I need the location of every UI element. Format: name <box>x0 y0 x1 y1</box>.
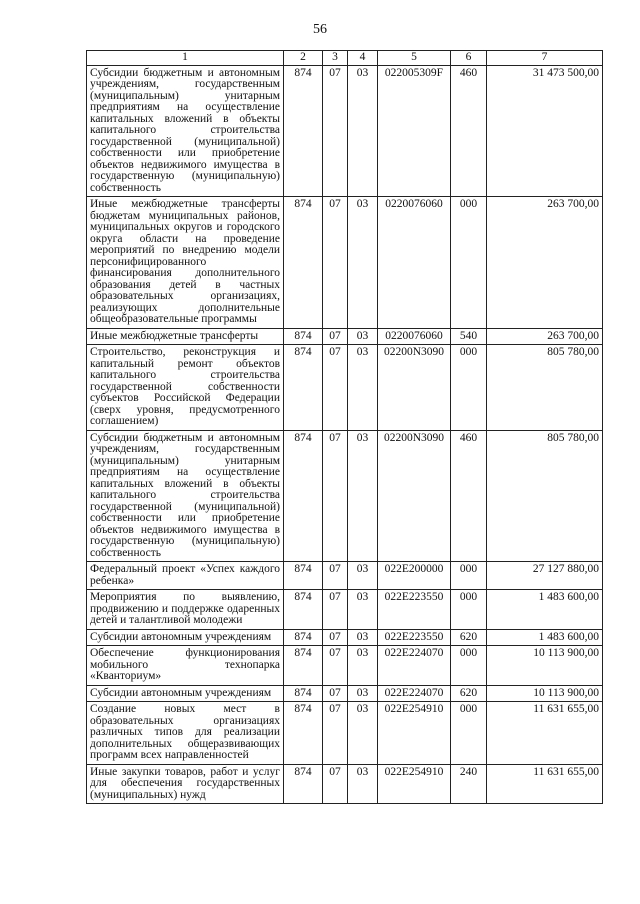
row-type-code: 240 <box>451 764 487 804</box>
row-section: 07 <box>323 629 348 646</box>
table-row <box>87 65 603 197</box>
table-row <box>87 430 603 562</box>
row-name: Иные закупки товаров, работ и услуг для обеспечения государственных (муниципальных) нужд <box>87 764 284 804</box>
row-name: Федеральный проект «Успех каждого ребенка» <box>87 562 284 590</box>
row-section: 07 <box>323 430 348 562</box>
column-header: 2 <box>284 51 323 66</box>
row-type-code: 000 <box>451 197 487 329</box>
row-name: Иные межбюджетные трансферты бюджетам муниципальных районов, муниципальных округов и городского округа области на проведение мероприятий по внедрению модели персонифицированного финансирования дополнительного образования детей в частных образовательных организациях, реализующих дополнительные общеобразовательные программы <box>87 197 284 329</box>
row-target-code: 022E254910 <box>378 764 451 804</box>
row-section: 07 <box>323 328 348 345</box>
row-subsection: 03 <box>348 702 378 765</box>
row-type-code: 460 <box>451 65 487 197</box>
row-section: 07 <box>323 197 348 329</box>
row-subsection: 03 <box>348 590 378 630</box>
row-type-code: 000 <box>451 345 487 431</box>
table-row <box>87 629 603 646</box>
row-code: 874 <box>284 646 323 686</box>
table-row <box>87 590 603 630</box>
row-target-code: 022E223550 <box>378 590 451 630</box>
row-subsection: 03 <box>348 646 378 686</box>
row-section: 07 <box>323 702 348 765</box>
row-type-code: 540 <box>451 328 487 345</box>
row-section: 07 <box>323 685 348 702</box>
row-target-code: 022E200000 <box>378 562 451 590</box>
row-code: 874 <box>284 764 323 804</box>
row-code: 874 <box>284 345 323 431</box>
row-subsection: 03 <box>348 562 378 590</box>
table-row <box>87 328 603 345</box>
row-subsection: 03 <box>348 764 378 804</box>
row-type-code: 000 <box>451 590 487 630</box>
row-type-code: 620 <box>451 629 487 646</box>
page-number: 56 <box>313 22 327 37</box>
row-type-code: 000 <box>451 646 487 686</box>
row-section: 07 <box>323 65 348 197</box>
row-code: 874 <box>284 562 323 590</box>
row-subsection: 03 <box>348 65 378 197</box>
row-section: 07 <box>323 590 348 630</box>
row-target-code: 0220076060 <box>378 328 451 345</box>
row-code: 874 <box>284 629 323 646</box>
row-subsection: 03 <box>348 197 378 329</box>
row-name: Субсидии бюджетным и автономным учреждениям, государственным (муниципальным) унитарным предприятиям на осуществление капитальных вложений в объекты капитального строительства государственной (муниципальной) собственности или приобретение объектов недвижимого имущества в государственную (муниципальную) собственность <box>87 430 284 562</box>
row-amount: 11 631 655,00 <box>487 702 603 765</box>
row-section: 07 <box>323 345 348 431</box>
row-name: Создание новых мест в образовательных организациях различных типов для реализации дополнительных общеразвивающих программ всех направленностей <box>87 702 284 765</box>
header-row <box>87 51 603 66</box>
row-name: Субсидии автономным учреждениям <box>87 685 284 702</box>
row-type-code: 460 <box>451 430 487 562</box>
row-amount: 10 113 900,00 <box>487 685 603 702</box>
row-target-code: 022E223550 <box>378 629 451 646</box>
table-row <box>87 646 603 686</box>
table-row <box>87 702 603 765</box>
row-target-code: 022E224070 <box>378 646 451 686</box>
row-name: Субсидии бюджетным и автономным учреждениям, государственным (муниципальным) унитарным предприятиям на осуществление капитальных вложений в объекты капитального строительства государственной (муниципальной) собственности или приобретение объектов недвижимого имущества в государственную (муниципальную) собственность <box>87 65 284 197</box>
row-amount: 31 473 500,00 <box>487 65 603 197</box>
row-subsection: 03 <box>348 328 378 345</box>
row-amount: 1 483 600,00 <box>487 590 603 630</box>
row-target-code: 0220076060 <box>378 197 451 329</box>
row-code: 874 <box>284 702 323 765</box>
row-name: Строительство, реконструкция и капитальный ремонт объектов капитального строительства государственной собственности субъектов Российской Федерации (сверх уровня, предусмотренного соглашением) <box>87 345 284 431</box>
row-amount: 263 700,00 <box>487 328 603 345</box>
row-type-code: 000 <box>451 562 487 590</box>
row-amount: 263 700,00 <box>487 197 603 329</box>
row-type-code: 620 <box>451 685 487 702</box>
row-code: 874 <box>284 328 323 345</box>
table-row <box>87 197 603 329</box>
row-target-code: 022E224070 <box>378 685 451 702</box>
row-section: 07 <box>323 562 348 590</box>
row-name: Субсидии автономным учреждениям <box>87 629 284 646</box>
row-name: Иные межбюджетные трансферты <box>87 328 284 345</box>
row-amount: 10 113 900,00 <box>487 646 603 686</box>
row-amount: 1 483 600,00 <box>487 629 603 646</box>
table-row <box>87 764 603 804</box>
row-amount: 805 780,00 <box>487 430 603 562</box>
row-code: 874 <box>284 430 323 562</box>
row-amount: 805 780,00 <box>487 345 603 431</box>
row-code: 874 <box>284 197 323 329</box>
row-name: Обеспечение функционирования мобильного технопарка «Кванториум» <box>87 646 284 686</box>
row-subsection: 03 <box>348 430 378 562</box>
row-code: 874 <box>284 590 323 630</box>
row-target-code: 022005309F <box>378 65 451 197</box>
row-target-code: 022E254910 <box>378 702 451 765</box>
row-subsection: 03 <box>348 629 378 646</box>
row-section: 07 <box>323 646 348 686</box>
budget-table <box>86 50 603 804</box>
row-subsection: 03 <box>348 685 378 702</box>
row-subsection: 03 <box>348 345 378 431</box>
row-target-code: 02200N3090 <box>378 345 451 431</box>
column-header: 3 <box>323 51 348 66</box>
column-header: 5 <box>378 51 451 66</box>
column-header: 6 <box>451 51 487 66</box>
table-row <box>87 562 603 590</box>
row-amount: 27 127 880,00 <box>487 562 603 590</box>
column-header: 1 <box>87 51 284 66</box>
row-code: 874 <box>284 65 323 197</box>
row-type-code: 000 <box>451 702 487 765</box>
row-code: 874 <box>284 685 323 702</box>
column-header: 7 <box>487 51 603 66</box>
row-name: Мероприятия по выявлению, продвижению и поддержке одаренных детей и талантливой молодежи <box>87 590 284 630</box>
column-header: 4 <box>348 51 378 66</box>
row-target-code: 02200N3090 <box>378 430 451 562</box>
row-section: 07 <box>323 764 348 804</box>
table-row <box>87 685 603 702</box>
row-amount: 11 631 655,00 <box>487 764 603 804</box>
table-row <box>87 345 603 431</box>
